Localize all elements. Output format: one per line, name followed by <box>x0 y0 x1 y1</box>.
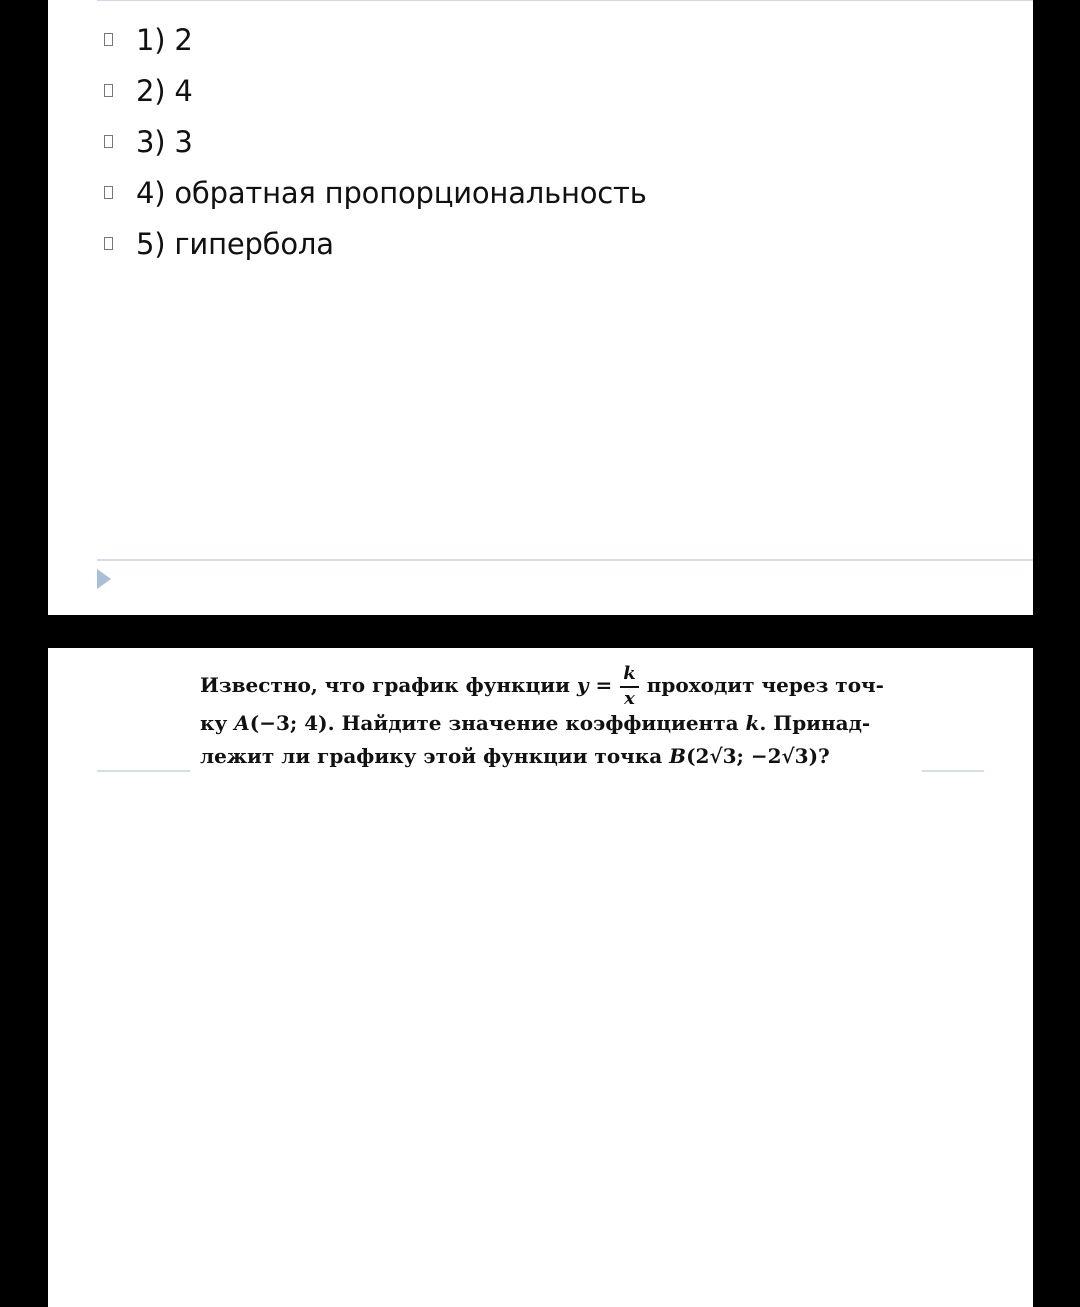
answer-option[interactable] <box>104 65 647 116</box>
text: (−3; 4). Найдите значение коэффициента <box>249 711 746 735</box>
checkbox[interactable] <box>104 33 113 46</box>
bottom-divider <box>97 559 1033 561</box>
slide-2 <box>48 648 1033 1307</box>
problem-image <box>190 648 922 776</box>
text: проходит через точ- <box>646 673 884 697</box>
top-divider <box>97 0 1033 1</box>
answer-options <box>104 14 647 269</box>
checkbox[interactable] <box>104 186 113 199</box>
fraction-denominator: x <box>624 688 635 709</box>
answer-option[interactable] <box>104 116 647 167</box>
checkbox[interactable] <box>104 135 113 148</box>
answer-option[interactable] <box>104 167 647 218</box>
text: ку <box>200 711 235 735</box>
option-label: 1) 2 <box>136 22 193 57</box>
option-label: 5) гипербола <box>136 226 334 261</box>
problem-line-3 <box>200 744 830 768</box>
fraction-numerator: k <box>620 665 638 688</box>
option-label: 3) 3 <box>136 124 193 159</box>
option-label: 2) 4 <box>136 73 193 108</box>
variable-k: k <box>745 711 760 735</box>
problem-line-1 <box>200 665 884 708</box>
point-a: A <box>234 711 250 735</box>
answer-option[interactable] <box>104 14 647 65</box>
slide-1 <box>48 0 1033 615</box>
point-b: B <box>669 744 687 768</box>
equals-sign: = <box>588 673 613 697</box>
slide-divider-right <box>922 770 984 772</box>
answer-option[interactable] <box>104 218 647 269</box>
variable-y: y <box>576 673 589 697</box>
option-label: 4) обратная пропорциональность <box>136 175 647 210</box>
text: (2√3; −2√3)? <box>686 744 830 768</box>
problem-line-2 <box>200 711 870 735</box>
checkbox[interactable] <box>104 84 113 97</box>
checkbox[interactable] <box>104 237 113 250</box>
play-arrow-icon[interactable] <box>96 568 112 590</box>
text: Известно, что график функции <box>200 673 577 697</box>
fraction-k-over-x <box>620 665 638 708</box>
slide-divider-left <box>97 770 191 772</box>
text: . Принад- <box>759 711 871 735</box>
text: лежит ли графику этой функции точка <box>200 744 670 768</box>
